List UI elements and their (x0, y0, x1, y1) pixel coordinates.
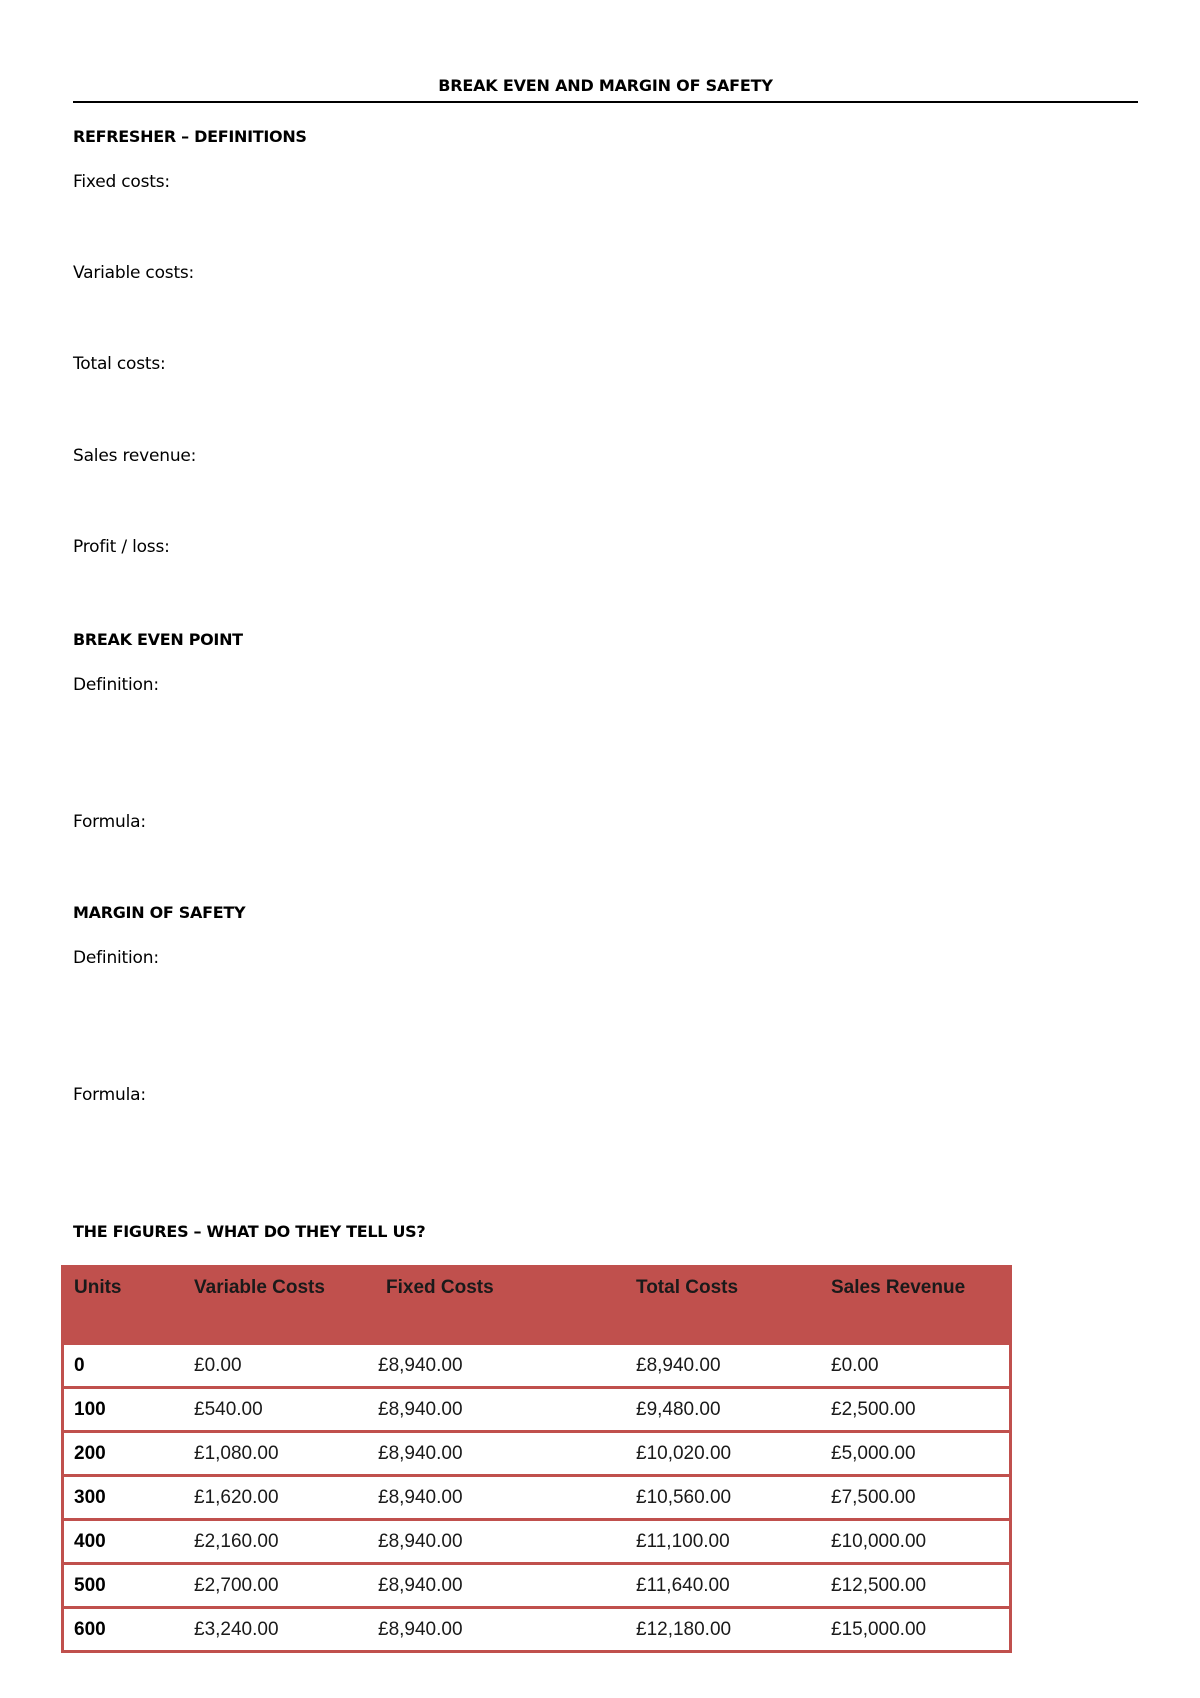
table-cell: £12,180.00 (626, 1608, 821, 1652)
table-cell: £2,160.00 (184, 1520, 368, 1564)
title-rule (73, 101, 1138, 103)
table-cell: 400 (63, 1520, 185, 1564)
table-cell: £2,700.00 (184, 1564, 368, 1608)
table-cell: £8,940.00 (368, 1564, 626, 1608)
table-cell: £9,480.00 (626, 1388, 821, 1432)
table-cell: £8,940.00 (626, 1344, 821, 1388)
table-cell: £1,080.00 (184, 1432, 368, 1476)
table-cell: £12,500.00 (821, 1564, 1011, 1608)
table-cell: £11,640.00 (626, 1564, 821, 1608)
break-even-heading: BREAK EVEN POINT (73, 630, 243, 649)
page-title: BREAK EVEN AND MARGIN OF SAFETY (438, 76, 773, 95)
table-row (63, 1388, 1011, 1432)
margin-of-safety-definition-label: Definition: (73, 948, 159, 968)
table-cell: 100 (63, 1388, 185, 1432)
break-even-definition-label: Definition: (73, 675, 159, 695)
table-cell: 500 (63, 1564, 185, 1608)
table-cell: £8,940.00 (368, 1432, 626, 1476)
table-header-row (63, 1267, 1011, 1344)
table-cell: £5,000.00 (821, 1432, 1011, 1476)
table-cell: £0.00 (184, 1344, 368, 1388)
table-row (63, 1432, 1011, 1476)
table-cell: £8,940.00 (368, 1388, 626, 1432)
table-cell: £8,940.00 (368, 1520, 626, 1564)
fixed-costs-label: Fixed costs: (73, 172, 170, 192)
column-header: Variable Costs (184, 1267, 368, 1344)
table-row (63, 1476, 1011, 1520)
table-cell: £2,500.00 (821, 1388, 1011, 1432)
profit-loss-label: Profit / loss: (73, 537, 170, 557)
column-header: Total Costs (626, 1267, 821, 1344)
figures-heading: THE FIGURES – WHAT DO THEY TELL US? (73, 1222, 426, 1241)
column-header: Units (63, 1267, 185, 1344)
variable-costs-label: Variable costs: (73, 263, 195, 283)
table-cell: £15,000.00 (821, 1608, 1011, 1652)
table-row (63, 1344, 1011, 1388)
table-cell: £1,620.00 (184, 1476, 368, 1520)
table-cell: £8,940.00 (368, 1344, 626, 1388)
table-cell: £7,500.00 (821, 1476, 1011, 1520)
column-header: Sales Revenue (821, 1267, 1011, 1344)
table-cell: £540.00 (184, 1388, 368, 1432)
refresher-heading: REFRESHER – DEFINITIONS (73, 127, 307, 146)
table-cell: £11,100.00 (626, 1520, 821, 1564)
table-row (63, 1564, 1011, 1608)
break-even-formula-label: Formula: (73, 812, 146, 832)
table-cell: £0.00 (821, 1344, 1011, 1388)
total-costs-label: Total costs: (73, 354, 166, 374)
table-cell: £3,240.00 (184, 1608, 368, 1652)
table-row (63, 1608, 1011, 1652)
table-cell: £8,940.00 (368, 1608, 626, 1652)
table-cell: £10,020.00 (626, 1432, 821, 1476)
figures-table (61, 1265, 1012, 1653)
table-cell: £10,560.00 (626, 1476, 821, 1520)
margin-of-safety-heading: MARGIN OF SAFETY (73, 903, 246, 922)
table-cell: 200 (63, 1432, 185, 1476)
table-cell: £10,000.00 (821, 1520, 1011, 1564)
margin-of-safety-formula-label: Formula: (73, 1085, 146, 1105)
table-row (63, 1520, 1011, 1564)
sales-revenue-label: Sales revenue: (73, 446, 197, 466)
table-cell: 300 (63, 1476, 185, 1520)
table-cell: 0 (63, 1344, 185, 1388)
table-cell: £8,940.00 (368, 1476, 626, 1520)
table-cell: 600 (63, 1608, 185, 1652)
column-header: Fixed Costs (368, 1267, 626, 1344)
